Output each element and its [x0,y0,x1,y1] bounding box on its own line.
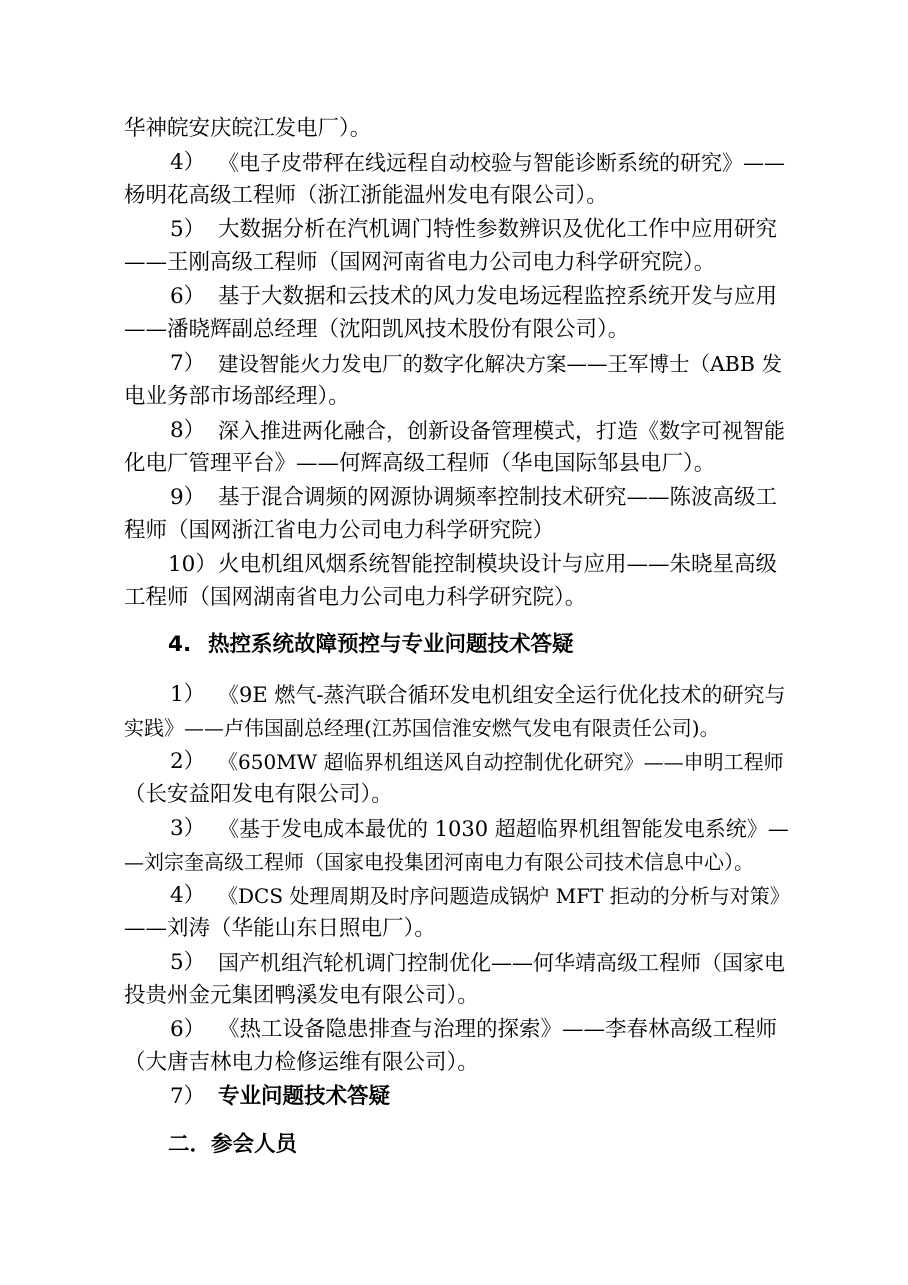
line-text: 电业务部市场部经理）。 [124,384,350,409]
item-number: 7） [170,1084,206,1109]
line-text: 火电机组风烟系统智能控制模块设计与应用——朱晓星高级 [218,552,778,577]
line-text: 《DCS 处理周期及时序问题造成锅炉 MFT 拒动的分析与对策》 [218,884,790,908]
line-text: （大唐吉林电力检修运维有限公司）。 [124,1050,479,1075]
item-number: 5） [170,217,206,242]
line-text: 工程师（国网湖南省电力公司电力科学研究院）。 [124,585,587,610]
line-text: —刘宗奎高级工程师（国家电投集团河南电力有限公司技术信息中心）。 [124,850,754,874]
line-text: 投贵州金元集团鸭溪发电有限公司）。 [124,983,479,1008]
line-text: 《热工设备隐患排查与治理的探索》——李春林高级工程师 [218,1017,778,1042]
item-number: 6） [170,1017,206,1042]
line-text: 基于混合调频的网源协调频率控制技术研究——陈波高级工 [218,485,778,510]
line-text: 《电子皮带秤在线远程自动校验与智能诊断系统的研究》—— [218,151,785,175]
line-text: 专业问题技术答疑 [218,1084,391,1109]
line-text: 深入推进两化融合，创新设备管理模式，打造《数字可视智能 [218,419,785,443]
line-text: 《基于发电成本最优的 1030 超超临界机组智能发电系统》— [218,817,789,841]
item-number: 4） [170,150,206,175]
line-text: 《650MW 超临界机组送风自动控制优化研究》——申明工程师 [218,750,784,774]
item-number: 7） [170,351,206,376]
line-text: （长安益阳发电有限公司）。 [124,782,393,807]
item-number: 3） [170,816,206,841]
item-number: 1） [170,682,206,707]
item-number: 9） [170,485,206,510]
item-number: 8） [170,418,206,443]
line-text: ——刘涛（华能山东日照电厂）。 [124,916,436,941]
line-text: 《9E 燃气-蒸汽联合循环发电机组安全运行优化技术的研究与 [218,683,786,707]
line-text: 基于大数据和云技术的风力发电场远程监控系统开发与应用 [218,284,778,309]
section-number: 4. [168,632,192,657]
section-title: 热控系统故障预控与专业问题技术答疑 [208,632,574,657]
item-number: 6） [170,284,206,309]
item-number: 2） [170,749,206,774]
line-text: 国产机组汽轮机调门控制优化——何华靖高级工程师（国家电 [218,951,785,975]
item-number: 4） [170,883,206,908]
item-number: 10） [168,552,217,577]
line-text: 化电厂管理平台》——何辉高级工程师（华电国际邹县电厂）。 [124,451,716,476]
line-text: 建设智能火力发电厂的数字化解决方案——王军博士（ABB 发 [218,352,782,376]
line-text: 华神皖安庆皖江发电厂）。 [124,116,372,141]
line-text: 大数据分析在汽机调门特性参数辨识及优化工作中应用研究 [218,217,778,242]
item-number: 5） [170,950,206,975]
line-text: 程师（国网浙江省电力公司电力科学研究院） [124,518,555,543]
line-text: ——王刚高级工程师（国网河南省电力公司电力科学研究院）。 [124,250,716,275]
section-title: 二．参会人员 [168,1132,298,1157]
line-text: ——潘晓辉副总经理（沈阳凯风技术股份有限公司）。 [124,317,630,342]
line-text: 实践》——卢伟国副总经理(江苏国信淮安燃气发电有限责任公司)。 [124,716,720,740]
line-text: 杨明花高级工程师（浙江浙能温州发电有限公司）。 [124,183,608,208]
